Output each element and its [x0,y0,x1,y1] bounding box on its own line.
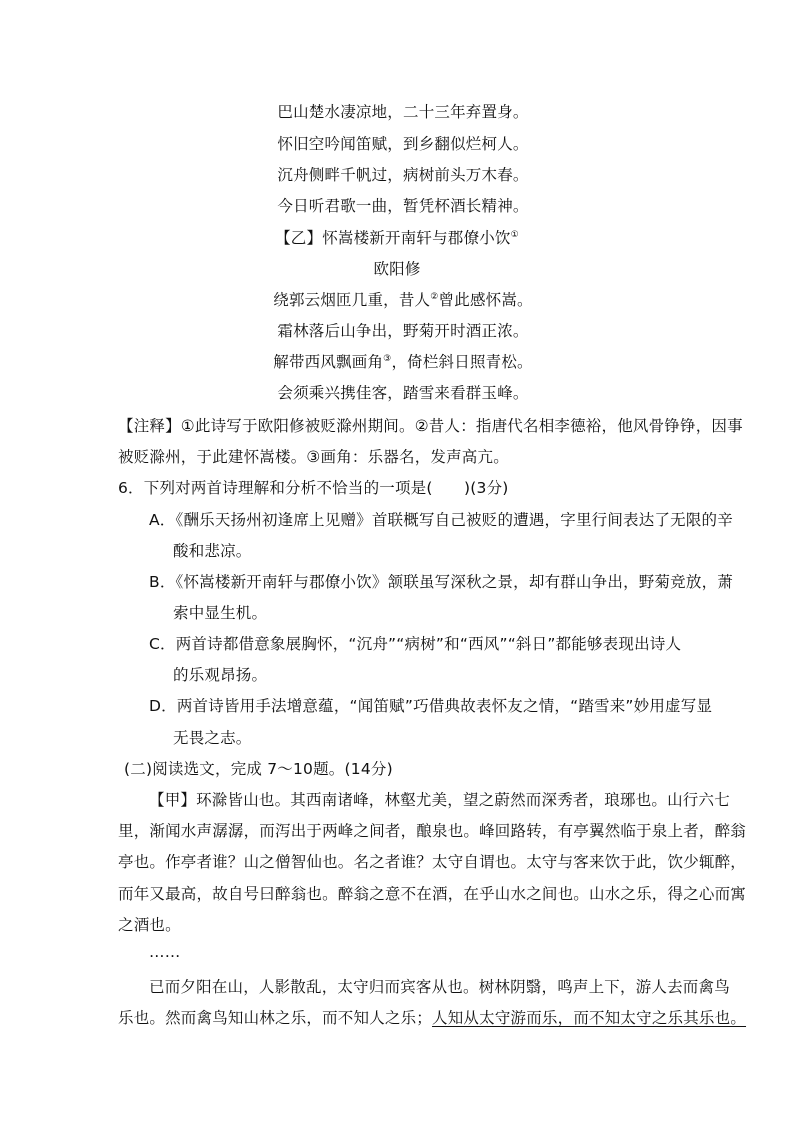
question-6-option-d-line-2: 无畏之志。 [173,729,252,747]
poem-jia-line-1: 巴山楚水凄凉地，二十三年弃置身。 [277,103,529,121]
passage-p2-line-2: 乐也。然而禽鸟知山林之乐，而不知人之乐；人知从太守游而乐，而不知太守之乐其乐也。 [118,1009,747,1027]
poem-yi-line-1: 绕郭云烟匝几重，昔人②曾此感怀嵩。 [273,291,533,309]
poem-jia-line-4: 今日听君歌一曲，暂凭杯酒长精神。 [277,197,529,215]
question-6-option-b-line-1: B．《怀嵩楼新开南轩与郡僚小饮》颔联虽写深秋之景，却有群山争出，野菊竞放，萧 [149,573,733,591]
passage-p2-line-1: 已而夕阳在山，人影散乱，太守归而宾客从也。树林阴翳，鸣声上下，游人去而禽鸟 [149,978,730,996]
section-2-heading: (二)阅读选文，完成 7～10题。(14分) [124,760,393,778]
question-6-option-b-line-2: 索中显生机。 [173,604,268,622]
question-6-option-d-line-1: D．两首诗皆用手法增意蕴，“闻笛赋”巧借典故表怀友之情，“踏雪来”妙用虚写显 [149,697,713,715]
poem-yi-line-4: 会须乘兴携佳客，踏雪来看群玉峰。 [277,384,529,402]
passage-p1-line-1: 【甲】环滁皆山也。其西南诸峰，林壑尤美，望之蔚然而深秀者，琅琊也。山行六七 [149,791,730,809]
question-6-option-c-line-1: C．两首诗都借意象展胸怀，“沉舟”“病树”和“西风”“斜日”都能够表现出诗人 [149,635,682,653]
note-line-2: 被贬滁州，于此建怀嵩楼。③画角：乐器名，发声高亢。 [118,448,509,466]
passage-p1-line-5: 之酒也。 [118,916,181,934]
passage-p1-line-2: 里，渐闻水声潺潺，而泻出于两峰之间者，酿泉也。峰回路转，有亭翼然临于泉上者，醉翁 [118,822,747,840]
question-6-option-a-line-1: A．《酬乐天扬州初逢席上见赠》首联概写自己被贬的遭遇，字里行间表达了无限的辛 [149,511,733,529]
passage-ellipsis: …… [149,943,181,961]
poem-jia-line-3: 沉舟侧畔千帆过，病树前头万木春。 [277,166,529,184]
poem-yi-author: 欧阳修 [373,260,421,278]
note-line-1: 【注释】①此诗写于欧阳修被贬滁州期间。②昔人：指唐代名相李德裕，他风骨铮铮，因事 [118,417,743,435]
underlined-sentence: 人知从太守游而乐，而不知太守之乐其乐也。 [432,1009,747,1027]
passage-p1-line-4: 而年又最高，故自号曰醉翁也。醉翁之意不在酒，在乎山水之间也。山水之乐，得之心而寓 [118,885,747,903]
question-6-option-a-line-2: 酸和悲凉。 [173,542,252,560]
question-6-option-c-line-2: 的乐观昂扬。 [173,666,268,684]
poem-yi-line-2: 霜林落后山争出，野菊开时酒正浓。 [277,322,529,340]
question-6-stem: 6．下列对两首诗理解和分析不恰当的一项是( )(3分) [118,479,509,497]
passage-p1-line-3: 亭也。作亭者谁？山之僧智仙也。名之者谁？太守自谓也。太守与客来饮于此，饮少辄醉， [118,853,747,871]
poem-yi-title: 【乙】怀嵩楼新开南轩与郡僚小饮① [275,229,519,247]
poem-jia-line-2: 怀旧空吟闻笛赋，到乡翻似烂柯人。 [277,135,529,153]
poem-yi-line-3: 解带西风飘画角③，倚栏斜日照青松。 [273,353,533,371]
